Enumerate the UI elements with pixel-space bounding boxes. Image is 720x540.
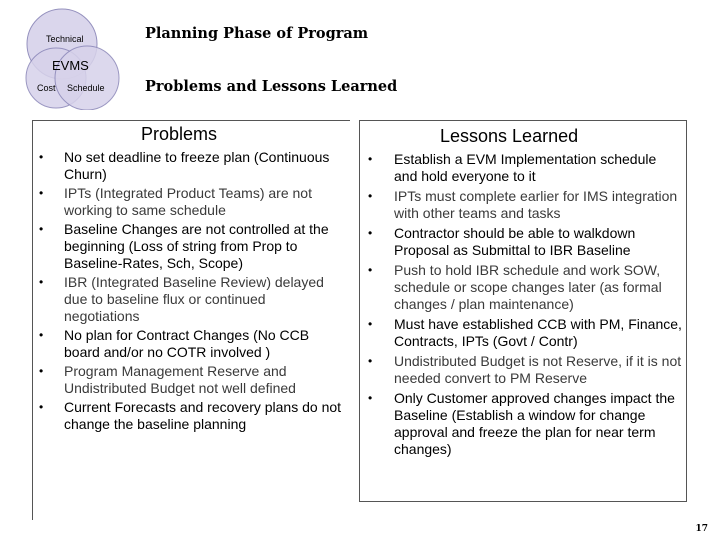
- list-item: [360, 262, 682, 313]
- page-title: Planning Phase of Program: [145, 25, 369, 42]
- list-item: [360, 316, 682, 350]
- problem-text: Current Forecasts and recovery plans do not change the baseline planning: [64, 399, 342, 432]
- lessons-heading: Lessons Learned: [440, 126, 579, 146]
- list-item: [33, 399, 344, 433]
- list-item: [33, 327, 344, 361]
- list-item: [33, 149, 344, 183]
- page-number: 17: [695, 524, 708, 534]
- lesson-text: Undistributed Budget is not Reserve, if it is not needed convert to PM Reserve: [394, 353, 682, 386]
- bullet-icon: •: [39, 186, 44, 200]
- list-item: [33, 221, 344, 272]
- lesson-text: Establish a EVM Implementation schedule and hold everyone to it: [394, 151, 657, 184]
- bullet-icon: •: [39, 328, 44, 342]
- lessons-list: [360, 151, 686, 461]
- lessons-learned-panel: [359, 120, 687, 502]
- logo-technical-label: Technical: [46, 34, 84, 44]
- problem-text: No set deadline to freeze plan (Continuous Churn): [64, 149, 330, 182]
- page-subtitle: Problems and Lessons Learned: [145, 78, 398, 95]
- bullet-icon: •: [368, 189, 373, 203]
- list-item: [33, 363, 344, 397]
- list-item: [33, 274, 344, 325]
- problem-text: IPTs (Integrated Product Teams) are not working to same schedule: [64, 185, 312, 218]
- problem-text: Baseline Changes are not controlled at the beginning (Loss of string from Prop to Baseline-Rates, Sch, Scope): [64, 221, 329, 271]
- logo-schedule-label: Schedule: [67, 83, 105, 93]
- problems-heading: Problems: [141, 124, 218, 144]
- list-item: [360, 353, 682, 387]
- bullet-icon: •: [39, 364, 44, 378]
- lesson-text: Contractor should be able to walkdown Proposal as Submittal to IBR Baseline: [394, 225, 636, 258]
- lesson-text: Only Customer approved changes impact the Baseline (Establish a window for change approval and freeze the plan for near term changes): [394, 390, 675, 457]
- bullet-icon: •: [368, 152, 373, 166]
- bullet-icon: •: [368, 354, 373, 368]
- problem-text: No plan for Contract Changes (No CCB board and/or no COTR involved ): [64, 327, 310, 360]
- problem-text: IBR (Integrated Baseline Review) delayed due to baseline flux or continued negotiations: [64, 274, 324, 324]
- lesson-text: IPTs must complete earlier for IMS integration with other teams and tasks: [394, 188, 678, 221]
- list-item: [33, 185, 344, 219]
- list-item: [360, 225, 682, 259]
- logo-cost-label: Cost: [37, 83, 56, 93]
- bullet-icon: •: [368, 391, 373, 405]
- bullet-icon: •: [368, 317, 373, 331]
- logo-evms-label: EVMS: [52, 58, 89, 73]
- bullet-icon: •: [39, 150, 44, 164]
- lesson-text: Must have established CCB with PM, Finance, Contracts, IPTs (Govt / Contr): [394, 316, 682, 349]
- problem-text: Program Management Reserve and Undistributed Budget not well defined: [64, 363, 296, 396]
- problems-list: [33, 149, 349, 435]
- problems-panel: [32, 120, 350, 520]
- bullet-icon: •: [39, 400, 44, 414]
- lesson-text: Push to hold IBR schedule and work SOW, schedule or scope changes later (as formal changes / plan maintenance): [394, 262, 662, 312]
- list-item: [360, 151, 682, 185]
- list-item: [360, 188, 682, 222]
- list-item: [360, 390, 682, 458]
- bullet-icon: •: [368, 226, 373, 240]
- evms-venn-logo: [14, 6, 124, 110]
- bullet-icon: •: [39, 222, 44, 236]
- bullet-icon: •: [368, 263, 373, 277]
- bullet-icon: •: [39, 275, 44, 289]
